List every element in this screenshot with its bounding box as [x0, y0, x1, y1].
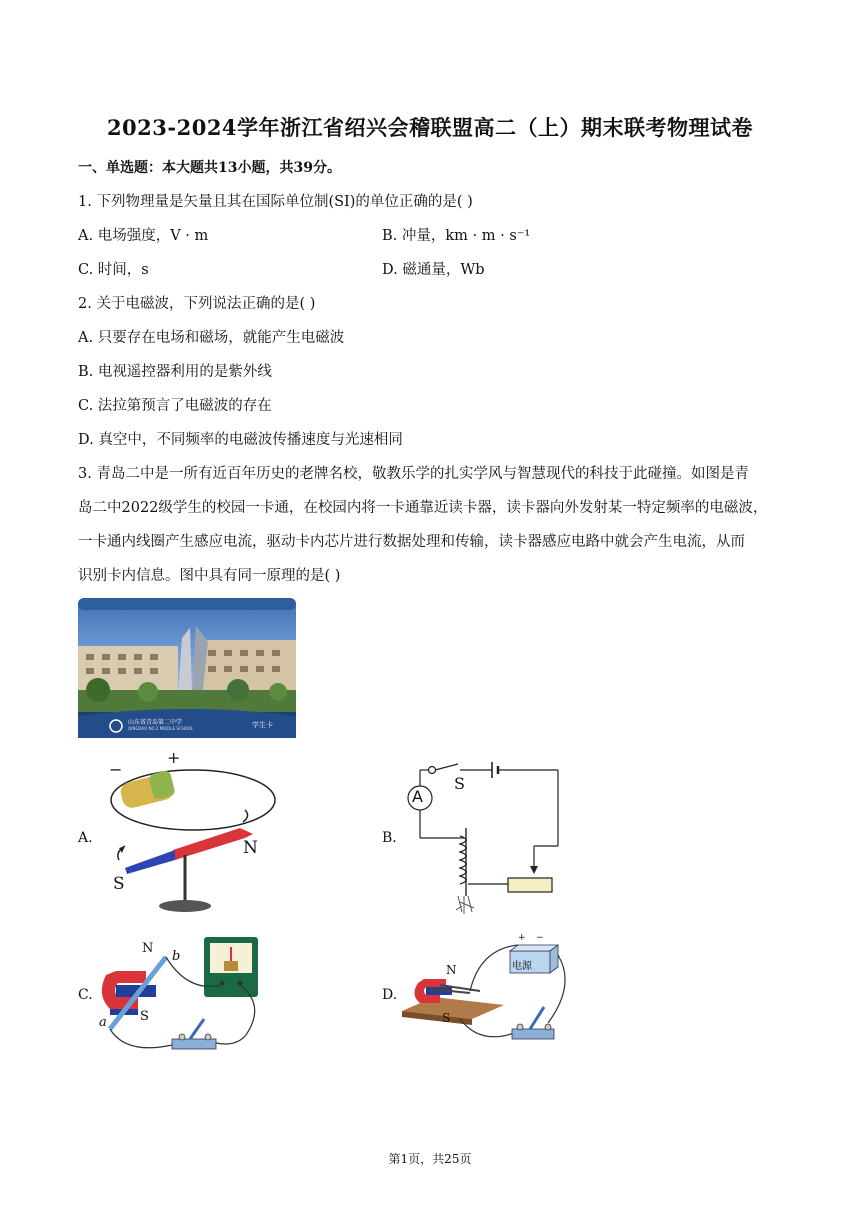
q2-option-d: D. 真空中，不同频率的电磁波传播速度与光速相同: [78, 432, 403, 448]
q2-option-c: C. 法拉第预言了电磁波的存在: [78, 398, 272, 414]
q3-option-b-label: B.: [382, 830, 397, 846]
fig-c-south: S: [140, 1009, 149, 1024]
card-label: 学生卡: [252, 721, 273, 729]
section-heading: 一、单选题：本大题共13小题，共39分。: [78, 160, 341, 176]
fig-d-north: N: [446, 963, 457, 977]
fig-c-point-a: a: [99, 1015, 107, 1030]
q3-option-d-label: D.: [382, 987, 398, 1003]
q3-line-1: 3. 青岛二中是一所有近百年历史的老牌名校，敬教乐学的扎实学风与智慧现代的科技于此碰撞。如图是青: [78, 466, 749, 482]
q1-option-d: D. 磁通量，Wb: [382, 262, 485, 278]
fig-d-minus: −: [536, 933, 544, 943]
q3-option-a-label: A.: [78, 830, 93, 846]
fig-d-plus: +: [518, 933, 526, 943]
figure-current-in-magnetic-field: [400, 935, 570, 1045]
page-footer: 第1页，共25页: [388, 1152, 472, 1166]
q2-option-a: A. 只要存在电场和磁场，就能产生电磁波: [78, 330, 345, 346]
q1-option-b: B. 冲量，km · m · s⁻¹: [382, 228, 531, 244]
card-school-name: 山东省青岛第二中学: [128, 719, 183, 726]
card-school-english: QINGDAO NO.2 MIDDLE SCHOOL: [128, 726, 194, 731]
q3-line-3: 一卡通内线圈产生感应电流，驱动卡内芯片进行数据处理和传输，读卡器感应电路中就会产生电流，从而: [78, 534, 745, 550]
figure-oersted-experiment: [95, 750, 280, 920]
q2-stem: 2. 关于电磁波，下列说法正确的是( ): [78, 296, 316, 312]
fig-d-power-label: 电源: [512, 961, 532, 972]
q3-option-c-label: C.: [78, 987, 93, 1003]
fig-b-switch: S: [454, 774, 465, 793]
fig-a-south: S: [113, 874, 125, 894]
fig-c-north: N: [142, 941, 154, 956]
fig-a-plus: +: [167, 748, 181, 767]
q3-line-4: 识别卡内信息。图中具有同一原理的是( ): [78, 568, 341, 584]
fig-b-ammeter: A: [412, 787, 423, 806]
fig-a-minus: −: [109, 760, 123, 779]
figure-electromagnet-circuit: [398, 756, 568, 921]
fig-a-north: N: [243, 838, 258, 858]
campus-card-photo: [78, 598, 296, 738]
page-title: 2023-2024学年浙江省绍兴会稽联盟高二（上）期末联考物理试卷: [106, 115, 754, 140]
q1-option-a: A. 电场强度，V · m: [78, 228, 209, 244]
q3-line-2: 岛二中2022级学生的校园一卡通，在校园内将一卡通靠近读卡器，读卡器向外发射某一特定频率的电磁波，: [78, 500, 768, 516]
fig-d-south: S: [442, 1011, 451, 1025]
fig-c-point-b: b: [172, 949, 181, 964]
figure-induction-galvanometer: [96, 935, 276, 1060]
q1-option-c: C. 时间，s: [78, 262, 149, 278]
q1-stem: 1. 下列物理量是矢量且其在国际单位制(SI)的单位正确的是( ): [78, 194, 473, 210]
q2-option-b: B. 电视遥控器利用的是紫外线: [78, 364, 272, 380]
